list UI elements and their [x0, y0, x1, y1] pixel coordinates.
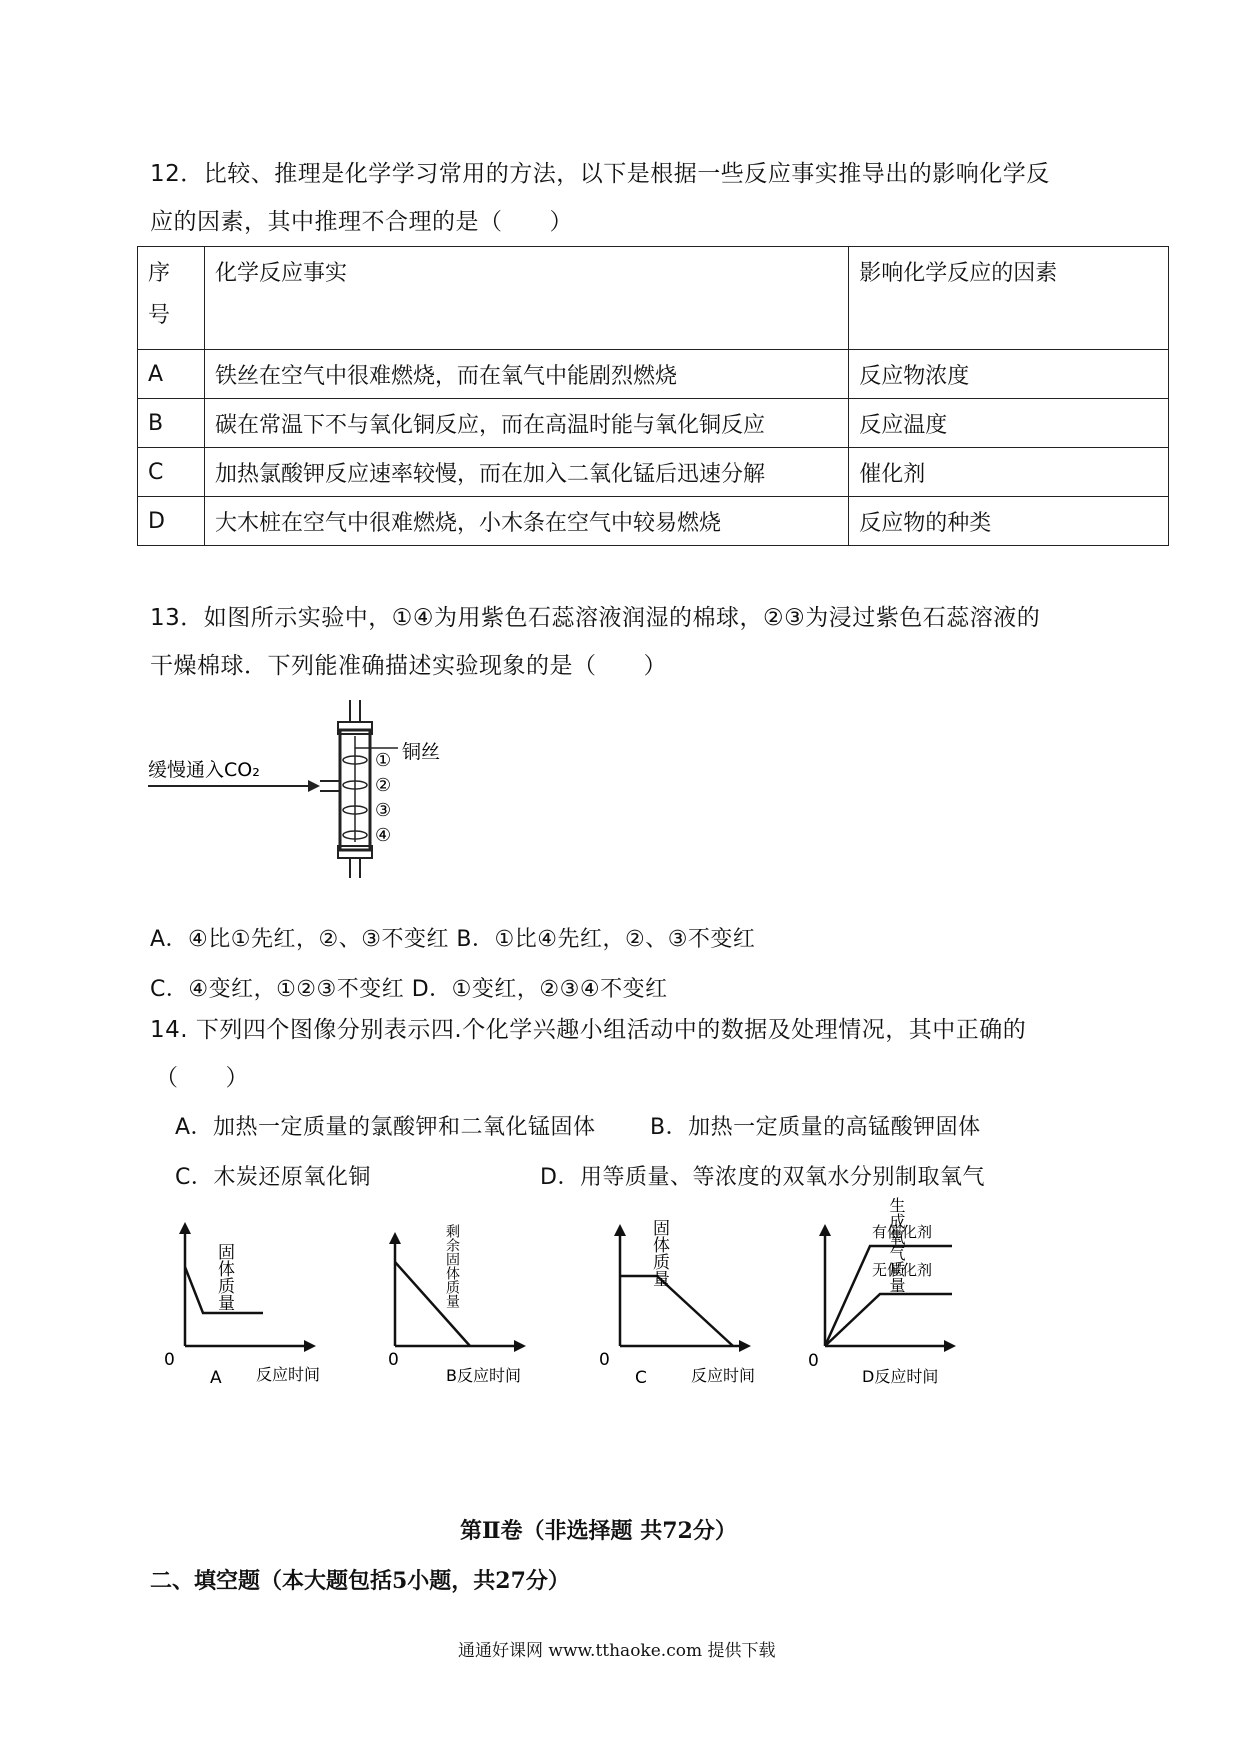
row-factor: 反应物的种类: [849, 497, 1169, 546]
graph-b: [370, 1220, 550, 1395]
row-factor: 催化剂: [849, 448, 1169, 497]
q12-line1: 12．比较、推理是化学学习常用的方法，以下是根据一些反应事实推导出的影响化学反: [150, 161, 1050, 187]
graph-b-curve: [395, 1262, 470, 1346]
row-no: D: [138, 497, 205, 546]
graph-a-curve: [185, 1267, 263, 1313]
q14-option-a: A．加热一定质量的氯酸钾和二氧化锰固体: [175, 1115, 596, 1140]
graph-a: [150, 1220, 330, 1395]
q13-apparatus-figure: [140, 700, 480, 880]
q13-line1: 13．如图所示实验中，①④为用紫色石蕊溶液润湿的棉球，②③为浸过紫色石蕊溶液的: [150, 605, 1041, 631]
graph-a-xlabel: 反应时间: [256, 1365, 321, 1384]
section-title: 第Ⅱ卷（非选择题 共72分）: [460, 1518, 737, 1544]
page-footer: 通通好课网 www.tthaoke.com 提供下载: [458, 1641, 776, 1661]
header-fact: 化学反应事实: [204, 247, 848, 350]
table-row: [138, 497, 1169, 546]
section-heading: 二、填空题（本大题包括5小题，共27分）: [150, 1568, 570, 1594]
graph-c: [585, 1220, 765, 1395]
graph-a-ylabel: 固体质量: [166, 1243, 234, 1263]
row-factor: 反应温度: [849, 399, 1169, 448]
wire-label: 铜丝: [402, 741, 441, 763]
header-factor: 影响化学反应的因素: [849, 247, 1169, 350]
graph-c-origin: 0: [599, 1350, 610, 1370]
ball-label: ④: [375, 825, 392, 846]
row-fact: 铁丝在空气中很难燃烧，而在氧气中能剧烈燃烧: [204, 350, 848, 399]
row-fact: 加热氯酸钾反应速率较慢，而在加入二氧化锰后迅速分解: [204, 448, 848, 497]
ball-label: ①: [375, 750, 392, 771]
q14-option-d: D．用等质量、等浓度的双氧水分别制取氧气: [540, 1165, 985, 1190]
graph-d-legend-catalyst: 有催化剂: [872, 1223, 933, 1241]
row-factor: 反应物浓度: [849, 350, 1169, 399]
table-row: [138, 350, 1169, 399]
row-fact: 碳在常温下不与氧化铜反应，而在高温时能与氧化铜反应: [204, 399, 848, 448]
table-row: [138, 448, 1169, 497]
graph-a-origin: 0: [164, 1350, 175, 1370]
graph-c-xlabel: 反应时间: [691, 1366, 756, 1385]
graph-b-origin: 0: [388, 1350, 399, 1370]
q14-line1: 14. 下列四个图像分别表示四.个化学兴趣小组活动中的数据及处理情况，其中正确的: [150, 1017, 1027, 1043]
q14-option-c: C．木炭还原氧化铜: [175, 1165, 371, 1190]
row-no: B: [138, 399, 205, 448]
row-no: C: [138, 448, 205, 497]
q13-options-ab: A．④比①先红，②、③不变红 B．①比④先红，②、③不变红: [150, 927, 756, 952]
graph-b-ylabel: 剩余固体质量: [376, 1224, 460, 1240]
graph-b-xlabel: B反应时间: [446, 1366, 521, 1385]
q13-options-cd: C．④变红，①②③不变红 D．①变红，②③④不变红: [150, 977, 668, 1002]
graph-d: [800, 1197, 980, 1395]
row-no: A: [138, 350, 205, 399]
q13-line2: 干燥棉球．下列能准确描述实验现象的是（ ）: [150, 653, 667, 679]
graph-d-legend-no-catalyst: 无催化剂: [872, 1261, 933, 1279]
graph-a-letter: A: [210, 1368, 222, 1388]
graph-c-letter: C: [635, 1368, 647, 1388]
table-header-row: [138, 247, 1169, 350]
ball-label: ③: [375, 800, 392, 821]
q14-line2: （ ）: [155, 1065, 249, 1091]
row-fact: 大木桩在空气中很难燃烧，小木条在空气中较易燃烧: [204, 497, 848, 546]
q14-option-b: B．加热一定质量的高锰酸钾固体: [650, 1115, 981, 1140]
inlet-label: 缓慢通入CO₂: [148, 759, 260, 781]
graph-d-ylabel: 生成氧气质量: [810, 1197, 906, 1216]
graph-d-origin: 0: [808, 1351, 819, 1371]
graph-d-xlabel: D反应时间: [862, 1367, 939, 1386]
header-no: 序 号: [138, 247, 205, 350]
graph-c-curve: [620, 1276, 733, 1346]
q12-table: [137, 246, 1169, 546]
table-row: [138, 399, 1169, 448]
q12-line2: 应的因素，其中推理不合理的是（ ）: [150, 209, 573, 235]
ball-label: ②: [375, 775, 392, 796]
graph-c-ylabel: 固体质量: [601, 1219, 669, 1239]
